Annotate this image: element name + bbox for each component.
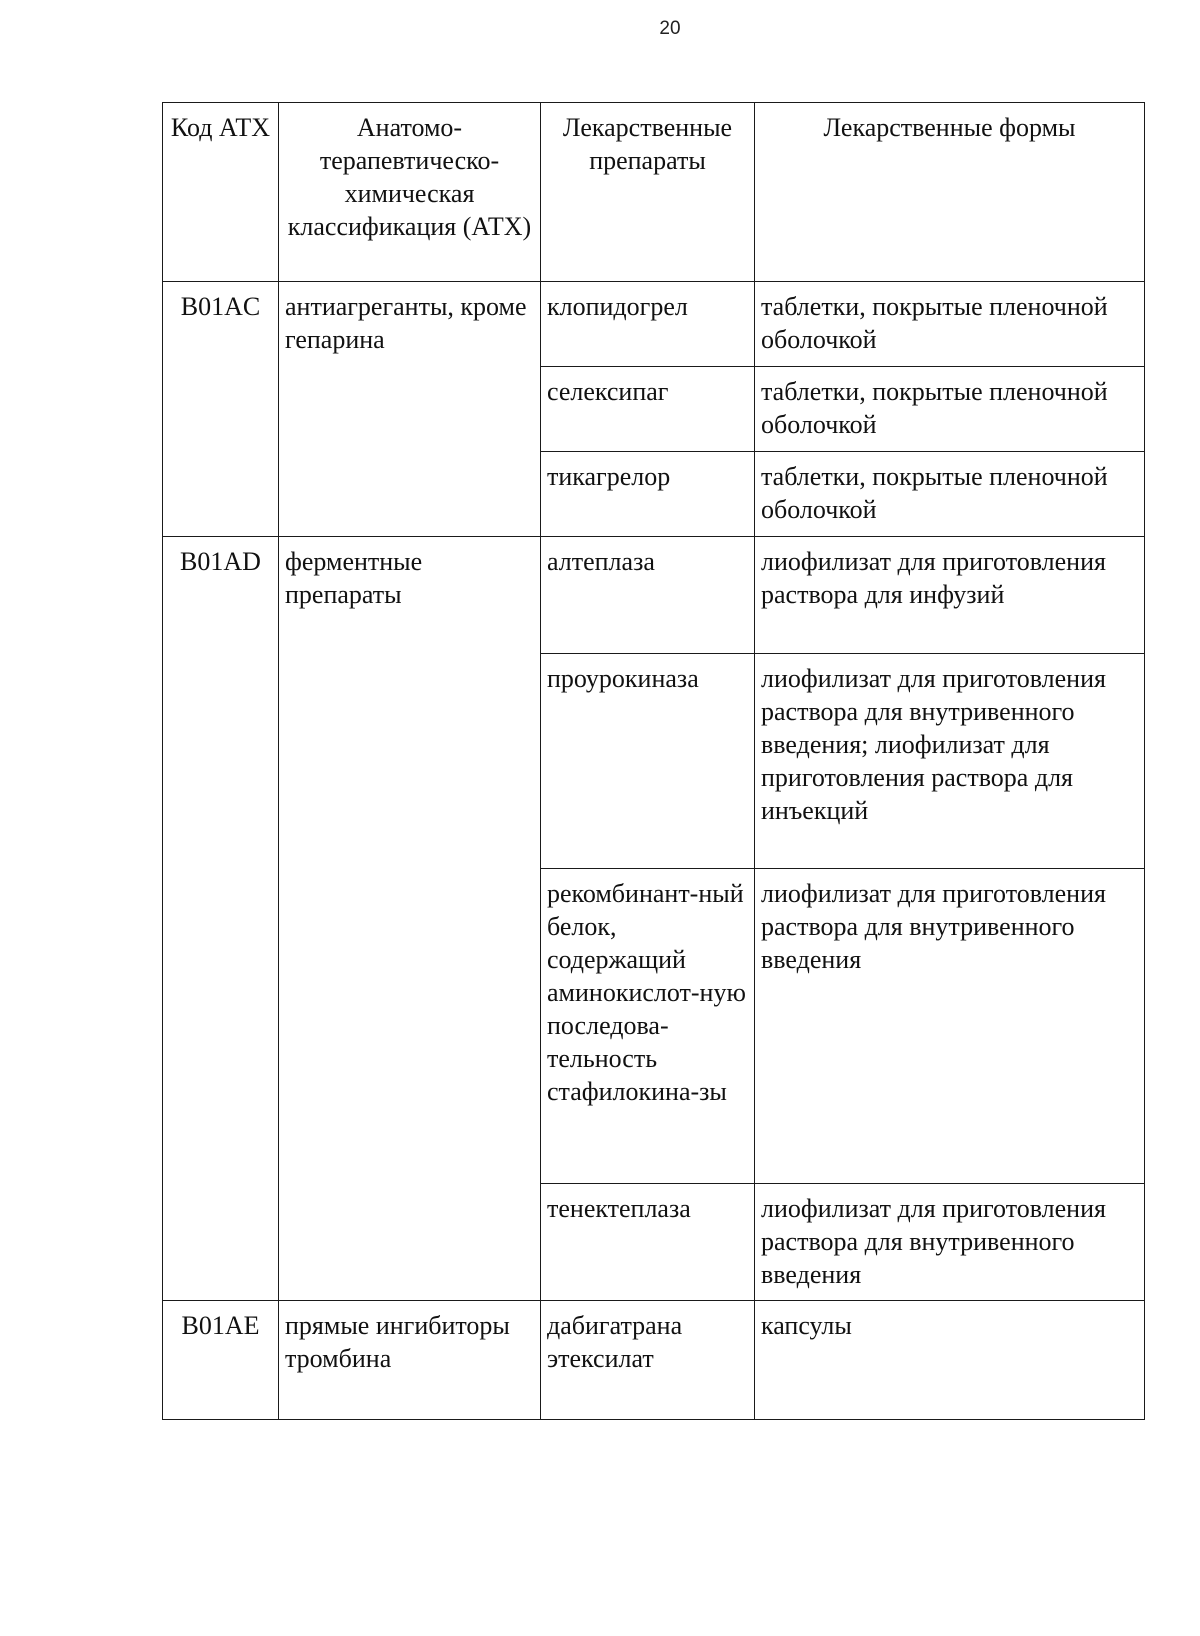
table-header-row: [163, 103, 1145, 282]
form-cell: таблетки, покрытые пленочной оболочкой: [755, 282, 1145, 367]
form-cell: лиофилизат для приготовления раствора для инфузий: [755, 537, 1145, 654]
drug-cell: тенектеплаза: [541, 1184, 755, 1301]
header-classification: Анатомо-терапевтическо-химическая классификация (АТХ): [279, 103, 541, 282]
classification-cell: антиагреганты, кроме гепарина: [279, 282, 541, 537]
form-cell: лиофилизат для приготовления раствора для внутривенного введения; лиофилизат для приготовления раствора для инъекций: [755, 654, 1145, 869]
drug-cell: селексипаг: [541, 367, 755, 452]
form-cell: лиофилизат для приготовления раствора для внутривенного введения: [755, 869, 1145, 1184]
drug-cell: проурокиназа: [541, 654, 755, 869]
form-cell: таблетки, покрытые пленочной оболочкой: [755, 452, 1145, 537]
atx-code-cell: B01AD: [163, 537, 279, 1301]
form-cell: таблетки, покрытые пленочной оболочкой: [755, 367, 1145, 452]
table-row: [163, 537, 1145, 654]
drug-cell: тикагрелор: [541, 452, 755, 537]
table-row: [163, 1301, 1145, 1420]
drug-cell: клопидогрел: [541, 282, 755, 367]
header-code: Код АТХ: [163, 103, 279, 282]
drug-cell: дабигатрана этексилат: [541, 1301, 755, 1420]
atx-drug-table: [162, 102, 1145, 1420]
page-number: 20: [659, 18, 681, 39]
drug-cell: алтеплаза: [541, 537, 755, 654]
form-cell: капсулы: [755, 1301, 1145, 1420]
form-cell: лиофилизат для приготовления раствора для внутривенного введения: [755, 1184, 1145, 1301]
atx-code-cell: B01AC: [163, 282, 279, 537]
atx-code-cell: B01AE: [163, 1301, 279, 1420]
table-row: [163, 282, 1145, 367]
header-drugs: Лекарственные препараты: [541, 103, 755, 282]
drug-cell: рекомбинант-ный белок, содержащий аминокислот-ную последова-тельность стафилокина-зы: [541, 869, 755, 1184]
header-forms: Лекарственные формы: [755, 103, 1145, 282]
classification-cell: прямые ингибиторы тромбина: [279, 1301, 541, 1420]
classification-cell: ферментные препараты: [279, 537, 541, 1301]
